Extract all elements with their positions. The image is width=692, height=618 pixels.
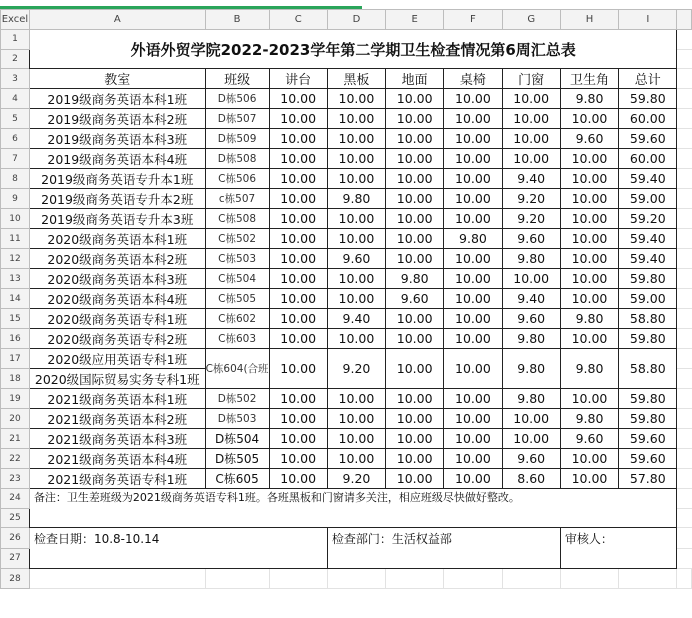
room-cell[interactable]: D栋507	[205, 109, 269, 129]
class-cell[interactable]: 2020级商务英语本科2班	[29, 249, 205, 269]
room-cell[interactable]: D栋503	[205, 409, 269, 429]
score-cell[interactable]: 10.00	[269, 149, 327, 169]
score-cell[interactable]: 10.00	[269, 89, 327, 109]
empty-cell[interactable]	[619, 569, 677, 589]
score-cell[interactable]: 10.00	[386, 329, 444, 349]
score-cell[interactable]: 10.00	[386, 149, 444, 169]
class-cell[interactable]: 2021级商务英语本科1班	[29, 389, 205, 409]
row-header-2[interactable]: 2	[1, 49, 30, 69]
score-cell[interactable]: 10.00	[269, 289, 327, 309]
empty-cell[interactable]	[269, 569, 327, 589]
column-header-d[interactable]: D	[327, 10, 385, 30]
score-cell[interactable]: 10.00	[560, 189, 618, 209]
score-cell[interactable]: 10.00	[327, 209, 385, 229]
empty-cell[interactable]	[677, 528, 692, 549]
room-cell[interactable]: C栋505	[205, 289, 269, 309]
score-cell[interactable]: 9.80	[327, 189, 385, 209]
empty-cell[interactable]	[677, 508, 692, 528]
score-cell[interactable]: 10.00	[386, 449, 444, 469]
header-floor[interactable]: 地面	[386, 69, 444, 89]
empty-cell[interactable]	[677, 548, 692, 569]
score-cell[interactable]: 10.00	[386, 209, 444, 229]
empty-cell[interactable]	[677, 409, 692, 429]
score-cell[interactable]: 10.00	[444, 149, 502, 169]
class-cell[interactable]: 2020级商务英语本科1班	[29, 229, 205, 249]
score-cell[interactable]: 10.00	[386, 89, 444, 109]
score-cell[interactable]: 10.00	[444, 429, 502, 449]
table-row	[1, 409, 692, 429]
score-cell[interactable]: 10.00	[444, 129, 502, 149]
score-cell[interactable]: 10.00	[327, 389, 385, 409]
row-header-7[interactable]: 7	[1, 149, 30, 169]
total-cell[interactable]: 58.80	[619, 309, 677, 329]
empty-cell[interactable]	[444, 569, 502, 589]
row-header-3[interactable]: 3	[1, 69, 30, 89]
score-cell[interactable]: 9.20	[502, 209, 560, 229]
room-cell[interactable]: C栋508	[205, 209, 269, 229]
total-cell[interactable]: 59.80	[619, 269, 677, 289]
empty-cell[interactable]	[327, 569, 385, 589]
class-cell[interactable]: 2019级商务英语本科3班	[29, 129, 205, 149]
row-header-22[interactable]: 22	[1, 449, 30, 469]
score-cell[interactable]: 10.00	[502, 409, 560, 429]
score-cell[interactable]: 8.60	[502, 469, 560, 489]
column-header-c[interactable]: C	[269, 10, 327, 30]
score-cell[interactable]: 10.00	[444, 269, 502, 289]
score-cell[interactable]: 10.00	[386, 469, 444, 489]
row-header-25[interactable]: 25	[1, 508, 30, 528]
empty-cell[interactable]	[29, 569, 205, 589]
score-cell[interactable]: 10.00	[269, 169, 327, 189]
score-cell[interactable]: 9.80	[560, 409, 618, 429]
room-cell[interactable]: D栋505	[205, 449, 269, 469]
class-cell[interactable]: 2021级商务英语本科4班	[29, 449, 205, 469]
inspection-date[interactable]: 检查日期：10.8-10.14	[29, 528, 327, 569]
score-cell[interactable]: 10.00	[269, 329, 327, 349]
class-cell[interactable]: 2019级商务英语本科1班	[29, 89, 205, 109]
room-cell[interactable]: D栋504	[205, 429, 269, 449]
score-cell[interactable]: 10.00	[560, 209, 618, 229]
empty-cell[interactable]	[677, 30, 692, 50]
score-cell[interactable]: 10.00	[327, 409, 385, 429]
score-cell[interactable]: 10.00	[327, 269, 385, 289]
score-cell[interactable]: 10.00	[269, 309, 327, 329]
score-cell[interactable]: 10.00	[560, 469, 618, 489]
table-row	[1, 289, 692, 309]
total-cell[interactable]: 59.00	[619, 189, 677, 209]
score-cell[interactable]: 10.00	[560, 109, 618, 129]
score-cell[interactable]: 10.00	[444, 109, 502, 129]
header-room[interactable]: 班级	[205, 69, 269, 89]
score-cell[interactable]: 10.00	[444, 249, 502, 269]
column-header-g[interactable]: G	[502, 10, 560, 30]
score-cell[interactable]: 9.80	[560, 89, 618, 109]
score-cell[interactable]: 9.80	[502, 329, 560, 349]
score-cell[interactable]: 10.00	[269, 129, 327, 149]
total-cell[interactable]: 58.80	[619, 349, 677, 389]
table-row	[1, 209, 692, 229]
table-row	[1, 449, 692, 469]
table-row	[1, 469, 692, 489]
table-row-merged	[1, 349, 692, 369]
row-header-5[interactable]: 5	[1, 109, 30, 129]
score-cell[interactable]: 10.00	[560, 289, 618, 309]
score-cell[interactable]: 9.80	[560, 349, 618, 389]
score-cell[interactable]: 10.00	[386, 109, 444, 129]
row-header-11[interactable]: 11	[1, 229, 30, 249]
score-cell[interactable]: 10.00	[560, 449, 618, 469]
class-cell[interactable]: 2020级商务英语专科1班	[29, 309, 205, 329]
table-row	[1, 389, 692, 409]
class-cell[interactable]: 2020级商务英语专科2班	[29, 329, 205, 349]
empty-cell[interactable]	[677, 369, 692, 389]
score-cell[interactable]: 9.60	[386, 289, 444, 309]
column-header-e[interactable]: E	[386, 10, 444, 30]
header-blackboard[interactable]: 黑板	[327, 69, 385, 89]
score-cell[interactable]: 10.00	[327, 229, 385, 249]
score-cell[interactable]: 10.00	[444, 389, 502, 409]
row-header-24[interactable]: 24	[1, 489, 30, 509]
empty-cell[interactable]	[560, 569, 618, 589]
table-row	[1, 109, 692, 129]
score-cell[interactable]: 10.00	[327, 449, 385, 469]
score-cell[interactable]: 10.00	[269, 189, 327, 209]
column-header-i[interactable]: I	[619, 10, 677, 30]
row-header-1[interactable]: 1	[1, 30, 30, 50]
score-cell[interactable]: 10.00	[327, 89, 385, 109]
score-cell[interactable]: 9.80	[502, 349, 560, 389]
row-header-12[interactable]: 12	[1, 249, 30, 269]
empty-cell[interactable]	[677, 189, 692, 209]
class-cell[interactable]: 2020级商务英语本科4班	[29, 289, 205, 309]
table-row	[1, 269, 692, 289]
inspection-department[interactable]: 检查部门：生活权益部	[327, 528, 560, 569]
score-cell[interactable]: 10.00	[327, 429, 385, 449]
table-row	[1, 329, 692, 349]
row-header-10[interactable]: 10	[1, 209, 30, 229]
empty-cell[interactable]	[677, 489, 692, 509]
column-header-j[interactable]	[677, 10, 692, 30]
row-header-16[interactable]: 16	[1, 329, 30, 349]
score-cell[interactable]: 10.00	[444, 409, 502, 429]
total-cell[interactable]: 60.00	[619, 109, 677, 129]
table-row	[1, 249, 692, 269]
score-cell[interactable]: 9.20	[327, 469, 385, 489]
total-cell[interactable]: 59.60	[619, 129, 677, 149]
score-cell[interactable]: 10.00	[386, 249, 444, 269]
empty-cell[interactable]	[502, 569, 560, 589]
score-cell[interactable]: 9.80	[386, 269, 444, 289]
score-cell[interactable]: 10.00	[560, 149, 618, 169]
score-cell[interactable]: 10.00	[386, 309, 444, 329]
room-cell[interactable]: C栋603	[205, 329, 269, 349]
total-cell[interactable]: 59.60	[619, 449, 677, 469]
header-doors-windows[interactable]: 门窗	[502, 69, 560, 89]
reviewer[interactable]: 审核人：	[560, 528, 677, 569]
row-header-8[interactable]: 8	[1, 169, 30, 189]
class-cell[interactable]: 2019级商务英语本科2班	[29, 109, 205, 129]
sheet-title[interactable]: 外语外贸学院2022-2023学年第二学期卫生检查情况第6周汇总表	[29, 30, 676, 69]
class-cell[interactable]: 2019级商务英语专升本2班	[29, 189, 205, 209]
score-cell[interactable]: 9.80	[502, 389, 560, 409]
empty-cell[interactable]	[677, 269, 692, 289]
class-cell[interactable]: 2021级商务英语本科3班	[29, 429, 205, 449]
room-cell[interactable]: D栋508	[205, 149, 269, 169]
score-cell[interactable]: 10.00	[444, 309, 502, 329]
score-cell[interactable]: 10.00	[327, 169, 385, 189]
class-cell[interactable]: 2019级商务英语本科4班	[29, 149, 205, 169]
column-header-b[interactable]: B	[205, 10, 269, 30]
score-cell[interactable]: 10.00	[269, 389, 327, 409]
room-cell[interactable]: C栋502	[205, 229, 269, 249]
score-cell[interactable]: 10.00	[444, 169, 502, 189]
score-cell[interactable]: 10.00	[386, 389, 444, 409]
score-cell[interactable]: 9.20	[502, 189, 560, 209]
empty-cell[interactable]	[677, 129, 692, 149]
total-cell[interactable]: 59.40	[619, 249, 677, 269]
score-cell[interactable]: 9.40	[327, 309, 385, 329]
empty-cell[interactable]	[677, 109, 692, 129]
score-cell[interactable]: 10.00	[269, 109, 327, 129]
score-cell[interactable]: 10.00	[444, 349, 502, 389]
class-cell[interactable]: 2021级商务英语专科1班	[29, 469, 205, 489]
empty-cell[interactable]	[677, 169, 692, 189]
score-cell[interactable]: 9.60	[502, 449, 560, 469]
empty-cell[interactable]	[677, 389, 692, 409]
score-cell[interactable]: 10.00	[269, 469, 327, 489]
score-cell[interactable]: 10.00	[502, 429, 560, 449]
row-header-9[interactable]: 9	[1, 189, 30, 209]
score-cell[interactable]: 9.40	[502, 169, 560, 189]
ribbon-strip	[0, 0, 692, 9]
score-cell[interactable]: 9.60	[560, 429, 618, 449]
room-cell[interactable]: C栋504	[205, 269, 269, 289]
score-cell[interactable]: 10.00	[327, 329, 385, 349]
class-cell[interactable]: 2019级商务英语专升本1班	[29, 169, 205, 189]
score-cell[interactable]: 10.00	[502, 129, 560, 149]
header-sanitation-corner[interactable]: 卫生角	[560, 69, 618, 89]
score-cell[interactable]: 10.00	[269, 249, 327, 269]
row-header-4[interactable]: 4	[1, 89, 30, 109]
score-cell[interactable]: 10.00	[560, 389, 618, 409]
score-cell[interactable]: 10.00	[386, 129, 444, 149]
room-cell[interactable]: D栋509	[205, 129, 269, 149]
class-cell[interactable]: 2020级商务英语本科3班	[29, 269, 205, 289]
score-cell[interactable]: 9.60	[560, 129, 618, 149]
score-cell[interactable]: 10.00	[386, 349, 444, 389]
row-header-6[interactable]: 6	[1, 129, 30, 149]
score-cell[interactable]: 10.00	[269, 449, 327, 469]
score-cell[interactable]: 10.00	[502, 89, 560, 109]
score-cell[interactable]: 10.00	[269, 409, 327, 429]
score-cell[interactable]: 10.00	[327, 289, 385, 309]
row-header-13[interactable]: 13	[1, 269, 30, 289]
score-cell[interactable]: 10.00	[502, 269, 560, 289]
total-cell[interactable]: 59.60	[619, 429, 677, 449]
remarks-note[interactable]: 备注：卫生差班级为2021级商务英语专科1班。各班黑板和门窗请多关注，相应班级尽快做好整改。	[29, 489, 676, 528]
row-header-15[interactable]: 15	[1, 309, 30, 329]
score-cell[interactable]: 10.00	[502, 149, 560, 169]
column-header-h[interactable]: H	[560, 10, 618, 30]
score-cell[interactable]: 10.00	[386, 229, 444, 249]
score-cell[interactable]: 10.00	[444, 89, 502, 109]
row-header-17[interactable]: 17	[1, 349, 30, 369]
room-cell[interactable]: C栋602	[205, 309, 269, 329]
select-all-corner[interactable]: Excel	[1, 10, 30, 30]
total-cell[interactable]: 59.80	[619, 389, 677, 409]
score-cell[interactable]: 10.00	[560, 269, 618, 289]
total-cell[interactable]: 59.40	[619, 229, 677, 249]
score-cell[interactable]: 10.00	[269, 269, 327, 289]
table-row	[1, 169, 692, 189]
table-row	[1, 429, 692, 449]
table-row	[1, 229, 692, 249]
total-cell[interactable]: 59.00	[619, 289, 677, 309]
empty-cell[interactable]	[677, 49, 692, 69]
score-cell[interactable]: 9.20	[327, 349, 385, 389]
empty-cell[interactable]	[386, 569, 444, 589]
score-cell[interactable]: 10.00	[327, 149, 385, 169]
empty-cell[interactable]	[677, 569, 692, 589]
total-cell[interactable]: 59.80	[619, 89, 677, 109]
score-cell[interactable]: 9.80	[444, 229, 502, 249]
class-cell[interactable]: 2020级国际贸易实务专科1班	[29, 369, 205, 389]
total-cell[interactable]: 60.00	[619, 149, 677, 169]
room-cell[interactable]: C栋506	[205, 169, 269, 189]
score-cell[interactable]: 10.00	[269, 229, 327, 249]
total-cell[interactable]: 59.20	[619, 209, 677, 229]
score-cell[interactable]: 10.00	[444, 449, 502, 469]
row-header-21[interactable]: 21	[1, 429, 30, 449]
total-cell[interactable]: 59.80	[619, 409, 677, 429]
column-header-a[interactable]: A	[29, 10, 205, 30]
room-cell[interactable]: D栋506	[205, 89, 269, 109]
score-cell[interactable]: 9.60	[502, 309, 560, 329]
score-cell[interactable]: 10.00	[386, 189, 444, 209]
score-cell[interactable]: 10.00	[269, 209, 327, 229]
score-cell[interactable]: 10.00	[386, 429, 444, 449]
score-cell[interactable]: 10.00	[444, 189, 502, 209]
score-cell[interactable]: 10.00	[327, 109, 385, 129]
empty-cell[interactable]	[677, 429, 692, 449]
row-header-18[interactable]: 18	[1, 369, 30, 389]
score-cell[interactable]: 10.00	[444, 469, 502, 489]
table-row	[1, 129, 692, 149]
empty-cell[interactable]	[677, 449, 692, 469]
score-cell[interactable]: 9.60	[502, 229, 560, 249]
score-cell[interactable]: 10.00	[560, 249, 618, 269]
score-cell[interactable]: 10.00	[386, 409, 444, 429]
empty-cell[interactable]	[677, 349, 692, 369]
empty-cell[interactable]	[677, 69, 692, 89]
empty-cell[interactable]	[677, 289, 692, 309]
empty-cell[interactable]	[677, 89, 692, 109]
score-cell[interactable]: 10.00	[560, 329, 618, 349]
empty-cell[interactable]	[677, 329, 692, 349]
header-desks[interactable]: 桌椅	[444, 69, 502, 89]
score-cell[interactable]: 9.60	[327, 249, 385, 269]
table-row	[1, 89, 692, 109]
room-cell[interactable]: C栋503	[205, 249, 269, 269]
score-cell[interactable]: 10.00	[269, 349, 327, 389]
row-header-27[interactable]: 27	[1, 548, 30, 569]
total-cell[interactable]: 57.80	[619, 469, 677, 489]
score-cell[interactable]: 10.00	[502, 109, 560, 129]
table-row	[1, 189, 692, 209]
empty-cell[interactable]	[677, 149, 692, 169]
row-header-23[interactable]: 23	[1, 469, 30, 489]
total-cell[interactable]: 59.80	[619, 329, 677, 349]
total-cell[interactable]: 59.40	[619, 169, 677, 189]
row-header-14[interactable]: 14	[1, 289, 30, 309]
table-header-row	[1, 69, 692, 89]
empty-cell[interactable]	[677, 249, 692, 269]
row-header-20[interactable]: 20	[1, 409, 30, 429]
class-cell[interactable]: 2020级应用英语专科1班	[29, 349, 205, 369]
empty-cell[interactable]	[677, 209, 692, 229]
header-total[interactable]: 总计	[619, 69, 677, 89]
score-cell[interactable]: 9.40	[502, 289, 560, 309]
header-podium[interactable]: 讲台	[269, 69, 327, 89]
score-cell[interactable]: 10.00	[560, 169, 618, 189]
score-cell[interactable]: 9.80	[560, 309, 618, 329]
row-header-26[interactable]: 26	[1, 528, 30, 549]
table-row	[1, 309, 692, 329]
table-row	[1, 149, 692, 169]
room-cell[interactable]: C栋605	[205, 469, 269, 489]
score-cell[interactable]: 10.00	[386, 169, 444, 189]
column-header-f[interactable]: F	[444, 10, 502, 30]
class-cell[interactable]: 2021级商务英语本科2班	[29, 409, 205, 429]
empty-cell[interactable]	[677, 309, 692, 329]
score-cell[interactable]: 10.00	[269, 429, 327, 449]
score-cell[interactable]: 10.00	[327, 129, 385, 149]
score-cell[interactable]: 10.00	[444, 209, 502, 229]
row-header-28[interactable]: 28	[1, 569, 30, 589]
column-header-row	[1, 10, 692, 30]
score-cell[interactable]: 10.00	[444, 329, 502, 349]
room-cell[interactable]: c栋507	[205, 189, 269, 209]
class-cell[interactable]: 2019级商务英语专升本3班	[29, 209, 205, 229]
room-cell-merged[interactable]: C栋604(合班	[205, 349, 269, 389]
row-header-19[interactable]: 19	[1, 389, 30, 409]
score-cell[interactable]: 10.00	[444, 289, 502, 309]
spreadsheet-grid	[0, 9, 692, 589]
empty-cell[interactable]	[205, 569, 269, 589]
empty-cell[interactable]	[677, 229, 692, 249]
empty-cell[interactable]	[677, 469, 692, 489]
score-cell[interactable]: 9.80	[502, 249, 560, 269]
room-cell[interactable]: D栋502	[205, 389, 269, 409]
score-cell[interactable]: 10.00	[560, 229, 618, 249]
header-classroom[interactable]: 教室	[29, 69, 205, 89]
